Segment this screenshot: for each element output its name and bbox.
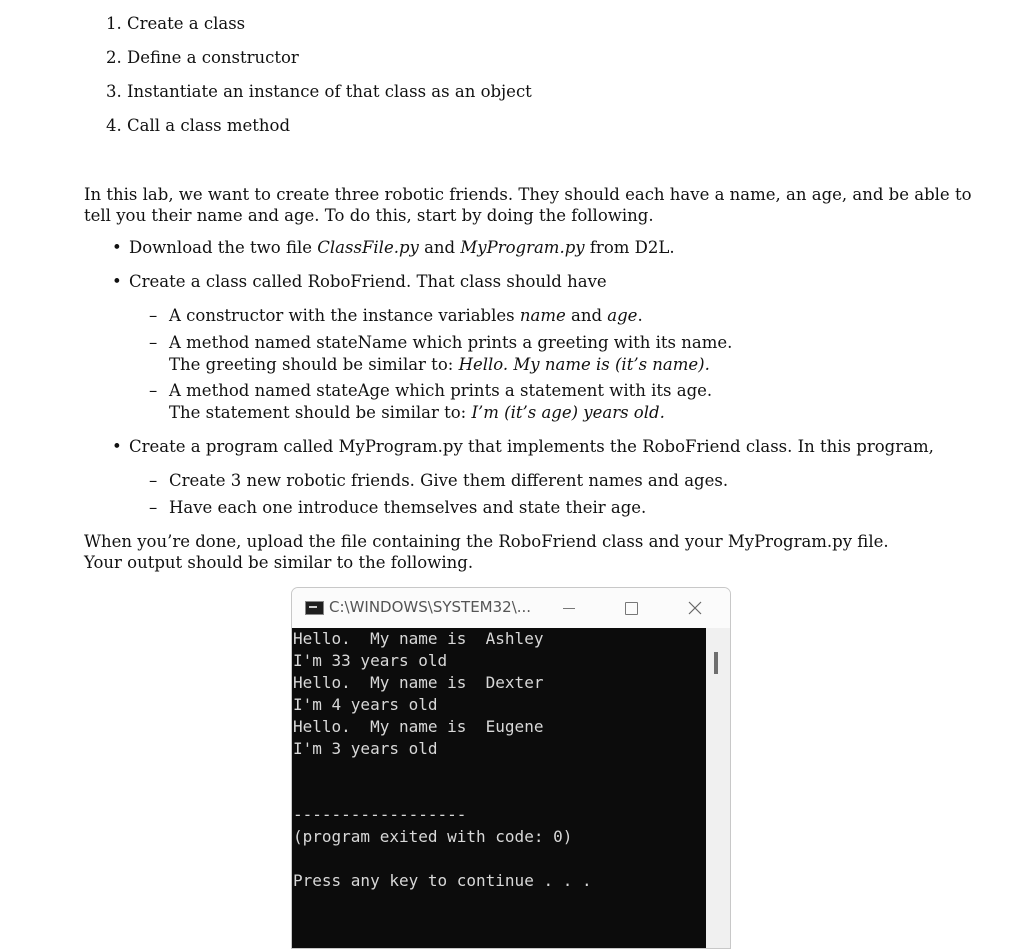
step-text: Create a class <box>127 14 246 33</box>
console-title: C:\WINDOWS\SYSTEM32\... <box>329 598 532 616</box>
terminal-line: I'm 3 years old <box>293 739 438 758</box>
filename: ClassFile.py <box>317 238 419 257</box>
sub-stateage: – A method named stateAge which prints a statement with its age. <box>169 381 712 402</box>
terminal-output <box>292 628 706 948</box>
intro-line: tell you their name and age. To do this, start by doing the following. <box>84 206 654 225</box>
closing-line: Your output should be similar to the following. <box>84 553 474 572</box>
cmd-icon <box>305 601 324 615</box>
sub-introduce: – Have each one introduce themselves and state their age. <box>169 498 646 519</box>
bullet-download <box>129 238 675 259</box>
variable-name: name <box>519 306 566 325</box>
text: A constructor with the instance variables <box>169 306 520 325</box>
console-titlebar <box>292 588 730 628</box>
step-item <box>106 48 299 69</box>
text: The greeting should be similar to: <box>169 355 459 374</box>
filename: MyProgram.py <box>460 238 585 257</box>
example-text: Hello. My name is (it’s name). <box>458 355 710 374</box>
terminal-line: Hello. My name is Ashley <box>293 629 544 648</box>
terminal-line: Hello. My name is Eugene <box>293 717 544 736</box>
statename-example <box>169 355 710 376</box>
bullet-create-class: • Create a class called RoboFriend. That class should have <box>129 272 607 293</box>
maximize-button[interactable] <box>611 594 651 622</box>
scroll-thumb[interactable] <box>714 652 718 674</box>
console-window <box>291 587 731 949</box>
sub-statename: – A method named stateName which prints a greeting with its name. <box>169 333 732 354</box>
close-icon <box>687 600 703 616</box>
terminal-line: Hello. My name is Dexter <box>293 673 544 692</box>
terminal-line: I'm 33 years old <box>293 651 448 670</box>
text: The statement should be similar to: <box>169 403 472 422</box>
step-text: Call a class method <box>127 116 291 135</box>
closing-line: When you’re done, upload the file containing the RoboFriend class and your MyProgram.py file. <box>84 532 889 551</box>
example-text: I’m (it’s age) years old. <box>471 403 665 422</box>
text: . <box>637 306 643 325</box>
step-text: Instantiate an instance of that class as an object <box>127 82 532 101</box>
text: and <box>565 306 608 325</box>
text: and <box>418 238 461 257</box>
step-number: 4. <box>106 116 122 135</box>
sub-constructor <box>169 306 643 327</box>
stateage-example <box>169 403 665 424</box>
close-button[interactable] <box>675 594 715 622</box>
step-text: Define a constructor <box>127 48 299 67</box>
bullet-create-program: • Create a program called MyProgram.py that implements the RoboFriend class. In this program, <box>129 437 934 458</box>
terminal-line: (program exited with code: 0) <box>293 827 573 846</box>
intro-line: In this lab, we want to create three robotic friends. They should each have a name, an age, and be able to <box>84 185 972 204</box>
step-item <box>106 82 532 103</box>
sub-create-friends: – Create 3 new robotic friends. Give them different names and ages. <box>169 471 728 492</box>
step-number: 2. <box>106 48 122 67</box>
variable-name: age <box>607 306 638 325</box>
step-number: 1. <box>106 14 122 33</box>
terminal-line: Press any key to continue . . . <box>293 871 592 890</box>
minimize-button[interactable] <box>549 594 589 622</box>
step-item <box>106 14 245 35</box>
text: Download the two file <box>129 238 318 257</box>
step-item <box>106 116 290 137</box>
step-number: 3. <box>106 82 122 101</box>
vertical-scrollbar[interactable] <box>706 628 730 948</box>
terminal-line: ------------------ <box>293 805 467 824</box>
text: from D2L. <box>584 238 675 257</box>
terminal-line: I'm 4 years old <box>293 695 438 714</box>
